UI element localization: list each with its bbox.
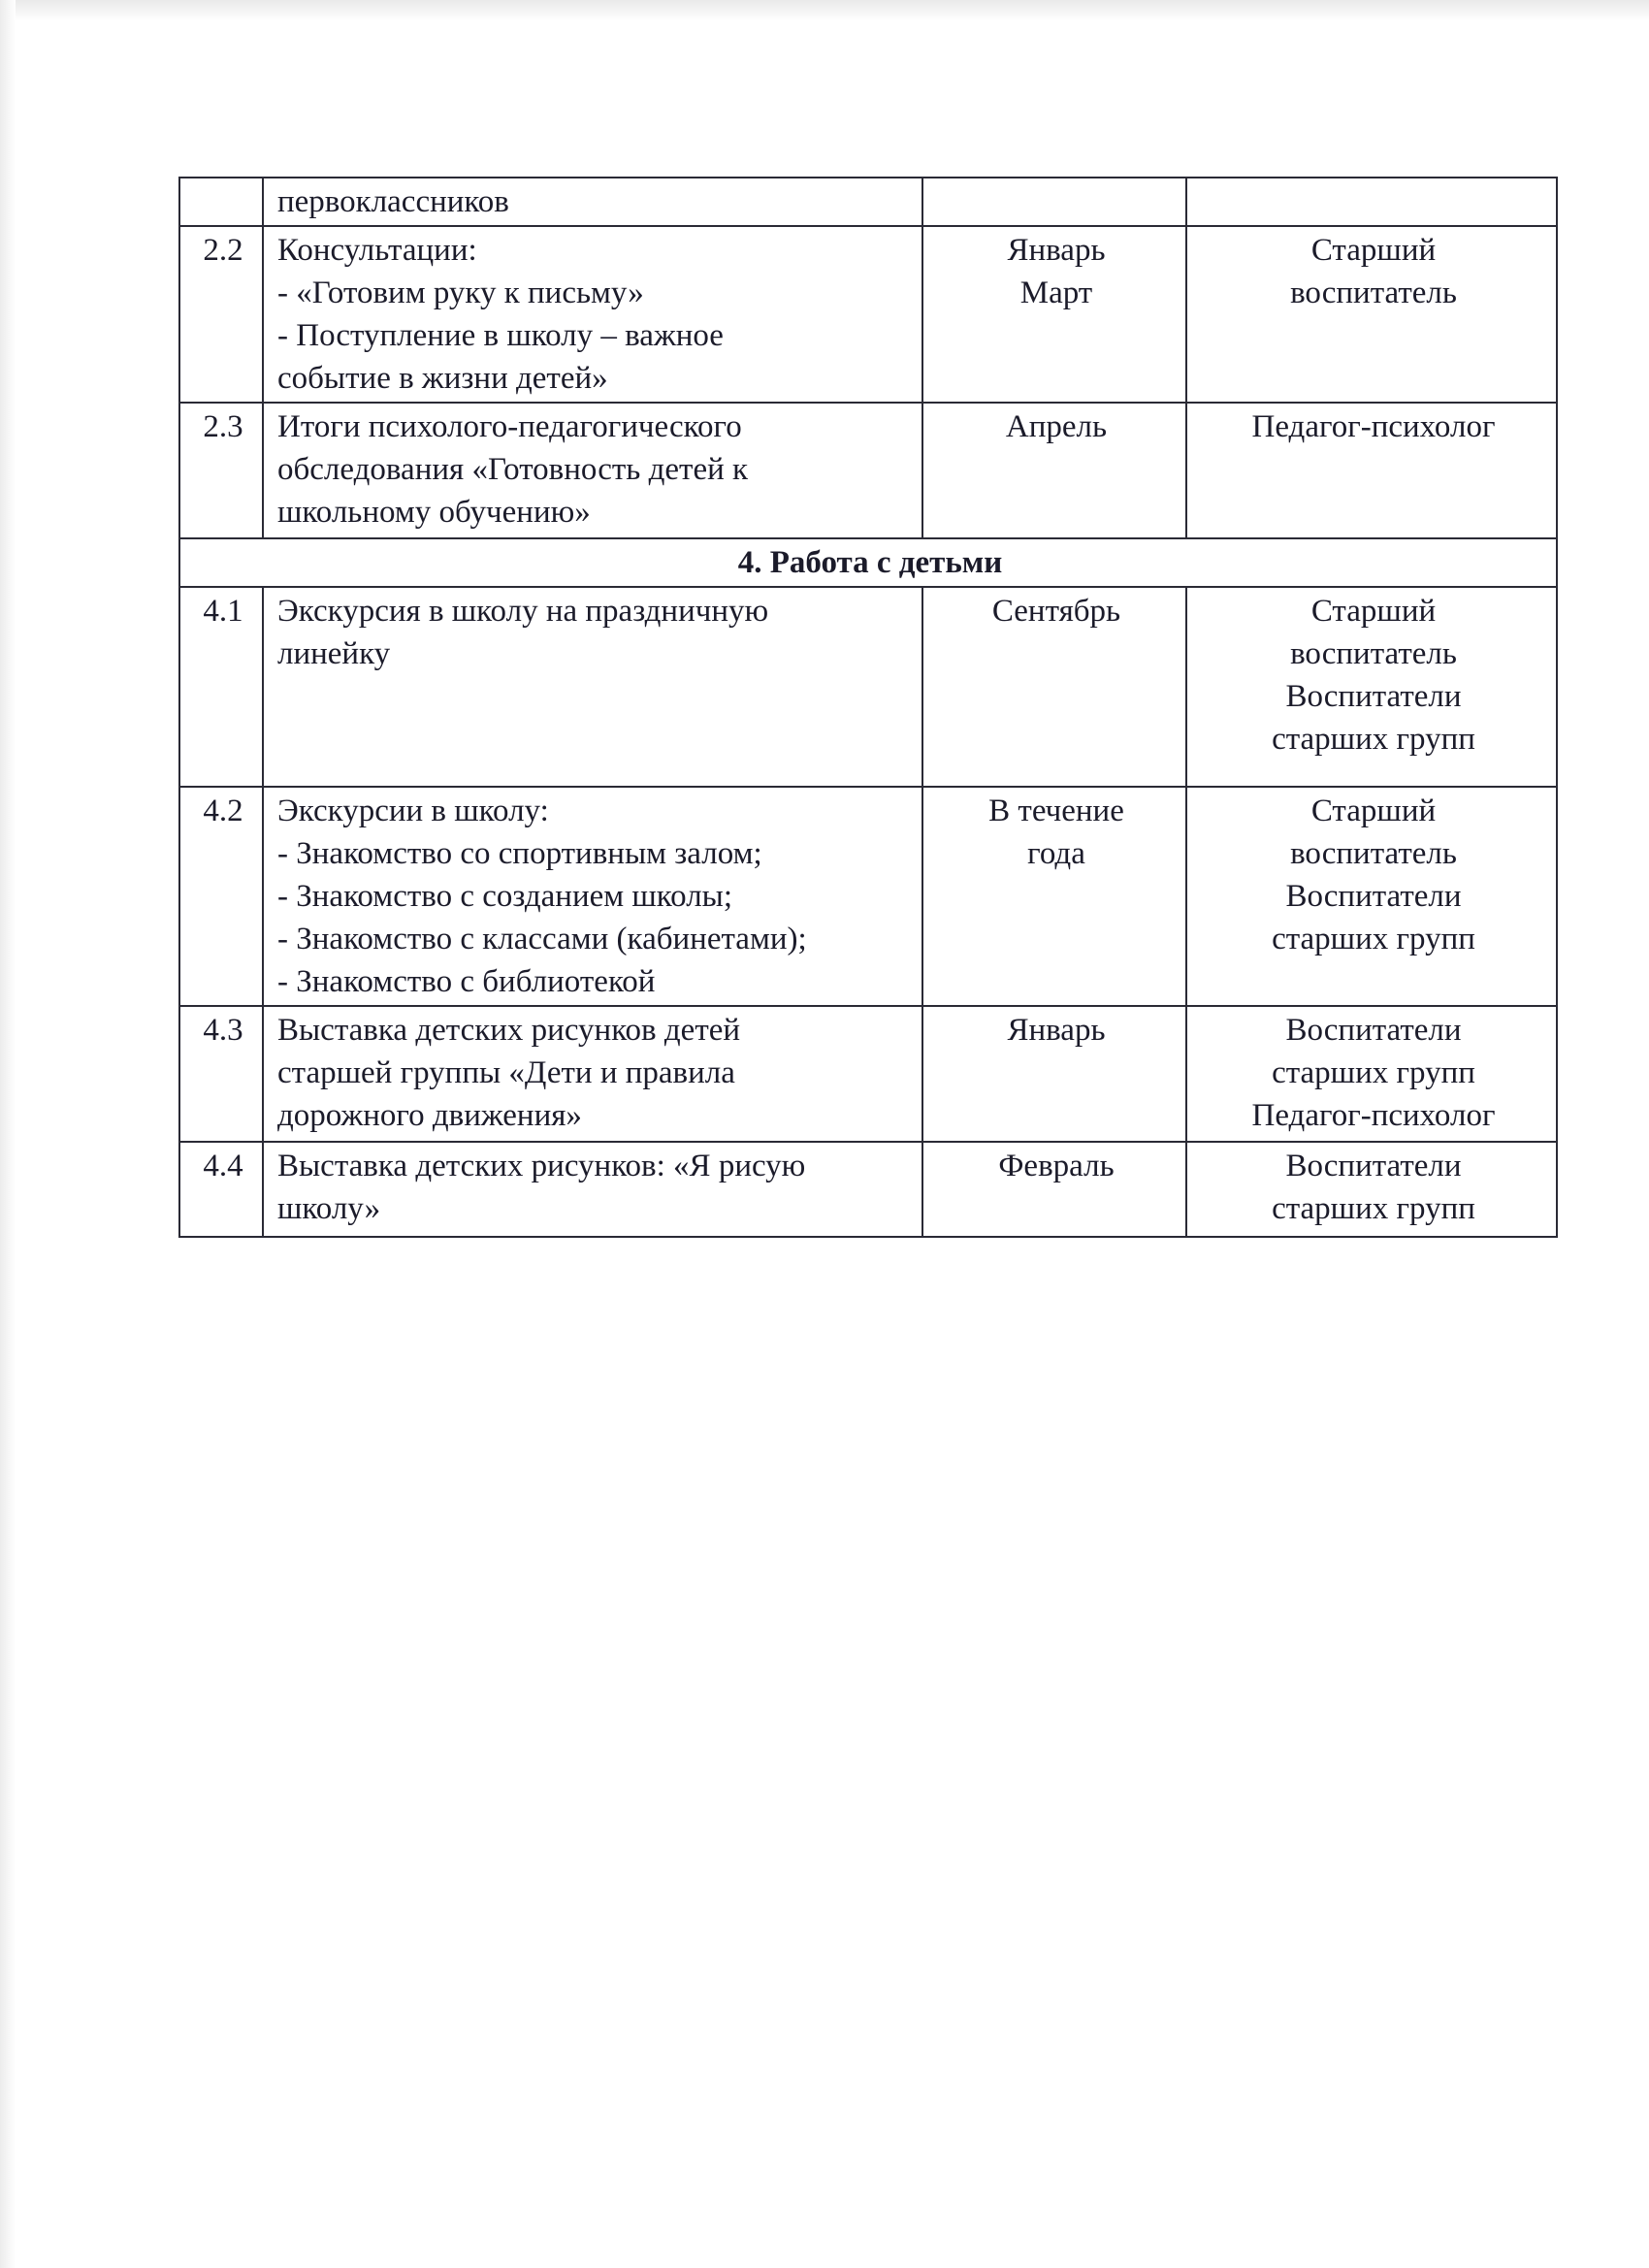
date-cell [922, 1006, 1186, 1142]
responsible-cell [1186, 226, 1557, 403]
row-number: 4.4 [179, 1142, 263, 1237]
responsible-line: Воспитатели [1285, 1149, 1462, 1183]
event-line: школу» [277, 1191, 381, 1226]
date-line: Февраль [998, 1149, 1115, 1183]
event-line: старшей группы «Дети и правила [277, 1055, 735, 1090]
table-row [179, 1006, 1557, 1142]
responsible-line: старших групп [1272, 1191, 1475, 1226]
event-line: - «Готовим руку к письму» [277, 275, 644, 310]
responsible-line: Педагог-психолог [1251, 1098, 1496, 1133]
event-line: Выставка детских рисунков: «Я рисую [277, 1149, 806, 1183]
responsible-line: воспитатель [1290, 275, 1457, 310]
responsible-cell [1186, 1142, 1557, 1237]
event-line: событие в жизни детей» [277, 361, 608, 396]
event-line: Экскурсия в школу на праздничную [277, 594, 769, 629]
responsible-cell [1186, 403, 1557, 538]
event-cell [263, 178, 922, 226]
row-number: 4.1 [179, 587, 263, 787]
table-row [179, 226, 1557, 403]
date-cell [922, 587, 1186, 787]
table-row [179, 587, 1557, 787]
date-line: Сентябрь [991, 594, 1121, 629]
event-cell [263, 403, 922, 538]
row-number [179, 178, 263, 226]
event-line: - Знакомство с библиотекой [277, 964, 656, 999]
table-row [179, 178, 1557, 226]
row-number: 4.2 [179, 787, 263, 1006]
responsible-line: Воспитатели [1285, 1013, 1462, 1048]
event-cell [263, 226, 922, 403]
responsible-cell [1186, 178, 1557, 226]
event-line: - Поступление в школу – важное [277, 318, 724, 353]
row-number: 2.3 [179, 403, 263, 538]
responsible-line: Старший [1310, 594, 1437, 629]
event-line: Итоги психолого-педагогического [277, 409, 742, 444]
date-cell [922, 226, 1186, 403]
event-line: линейку [277, 636, 391, 671]
event-line: Консультации: [277, 233, 477, 268]
responsible-cell [1186, 587, 1557, 787]
event-line: обследования «Готовность детей к [277, 452, 749, 487]
responsible-line: Воспитатели [1285, 879, 1462, 914]
responsible-line: старших групп [1272, 722, 1475, 757]
table-row [179, 787, 1557, 1006]
document-page [178, 177, 1556, 1238]
event-line: школьному обучению» [277, 495, 591, 530]
date-cell [922, 178, 1186, 226]
section-title: 4. Работа с детьми [179, 538, 1557, 587]
event-line: Выставка детских рисунков детей [277, 1013, 741, 1048]
responsible-line: старших групп [1272, 922, 1475, 956]
responsible-line: Старший [1310, 233, 1437, 268]
date-cell [922, 1142, 1186, 1237]
date-line: Март [1019, 275, 1093, 310]
responsible-line: Педагог-психолог [1251, 409, 1496, 444]
event-cell [263, 787, 922, 1006]
scan-edge-left [0, 0, 16, 2268]
date-line: В течение [988, 794, 1124, 828]
responsible-line: воспитатель [1290, 636, 1457, 671]
event-line: первоклассников [277, 184, 509, 219]
event-line: Экскурсии в школу: [277, 794, 549, 828]
responsible-line: Старший [1310, 794, 1437, 828]
row-number: 4.3 [179, 1006, 263, 1142]
responsible-cell [1186, 787, 1557, 1006]
date-line: Январь [1007, 233, 1106, 268]
responsible-line: воспитатель [1290, 836, 1457, 871]
event-cell [263, 1006, 922, 1142]
event-cell [263, 1142, 922, 1237]
responsible-line: старших групп [1272, 1055, 1475, 1090]
date-line: Апрель [1005, 409, 1108, 444]
event-line: - Знакомство со спортивным залом; [277, 836, 762, 871]
row-number: 2.2 [179, 226, 263, 403]
responsible-line: Воспитатели [1285, 679, 1462, 714]
table-row [179, 403, 1557, 538]
event-cell [263, 587, 922, 787]
plan-table [178, 177, 1558, 1238]
section-row [179, 538, 1557, 587]
event-line: - Знакомство с созданием школы; [277, 879, 733, 914]
date-cell [922, 787, 1186, 1006]
event-line: дорожного движения» [277, 1098, 582, 1133]
date-line: года [1027, 836, 1085, 871]
scan-edge-top [0, 0, 1649, 21]
date-cell [922, 403, 1186, 538]
date-line: Январь [1007, 1013, 1106, 1048]
event-line: - Знакомство с классами (кабинетами); [277, 922, 807, 956]
table-row [179, 1142, 1557, 1237]
responsible-cell [1186, 1006, 1557, 1142]
